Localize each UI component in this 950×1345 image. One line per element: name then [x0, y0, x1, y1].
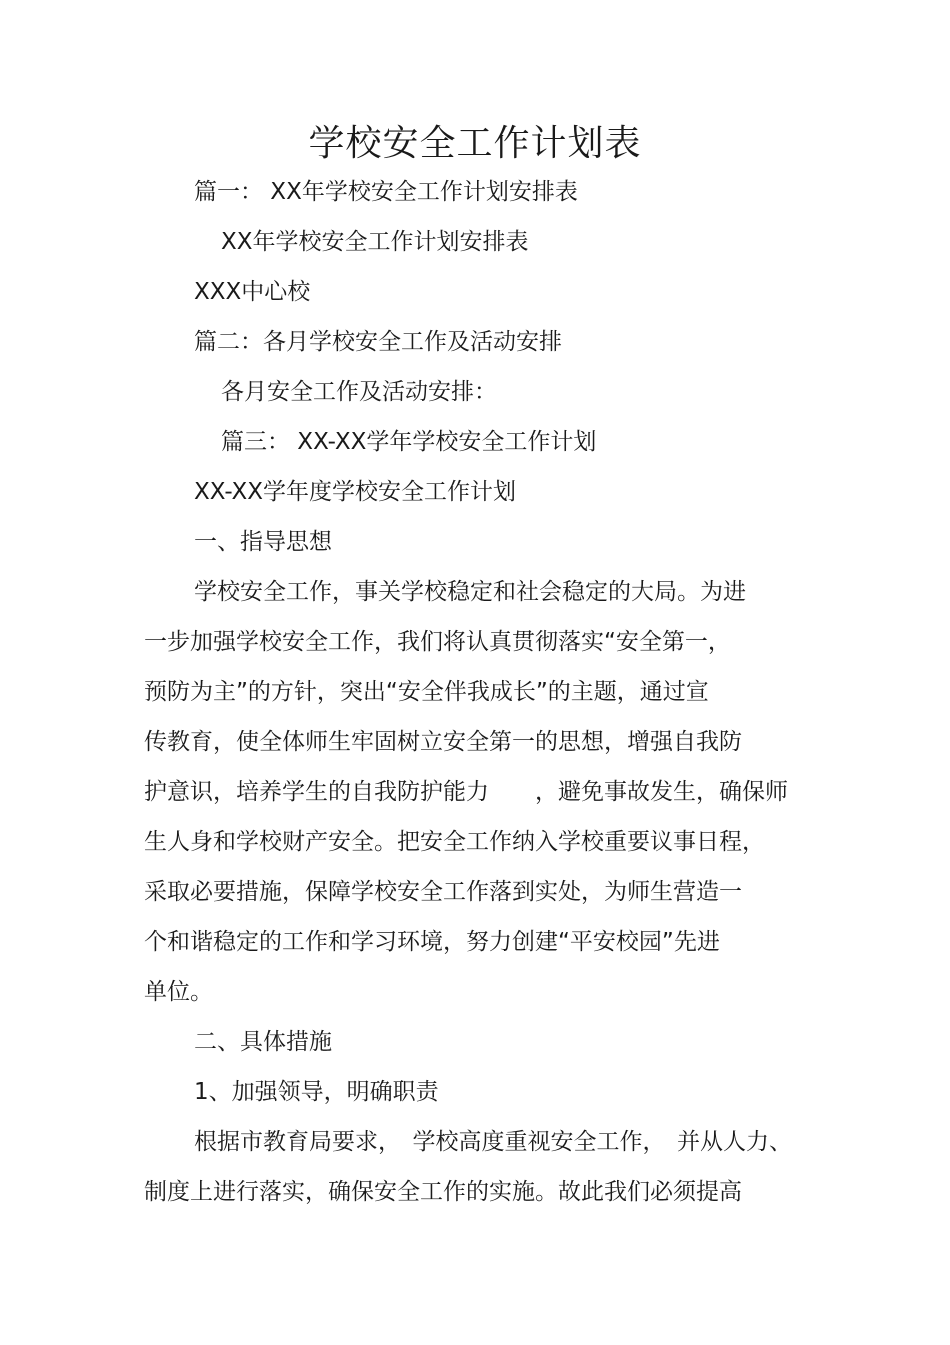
- subheading-leadership: 1、加强领导，明确职责: [194, 1079, 439, 1105]
- paragraph-line: 个和谐稳定的工作和学习环境，努力创建“平安校园”先进: [144, 929, 720, 955]
- subtitle-2: 各月安全工作及活动安排：: [221, 379, 497, 405]
- paragraph-line: 采取必要措施，保障学校安全工作落到实处，为师生营造一: [144, 879, 742, 905]
- paragraph-line: 护意识，培养学生的自我防护能力 ，避免事故发生，确保师: [144, 779, 788, 805]
- paragraph-line: 根据市教育局要求， 学校高度重视安全工作， 并从人力、: [194, 1129, 792, 1155]
- paragraph-line: 制度上进行落实，确保安全工作的实施。故此我们必须提高: [144, 1179, 742, 1205]
- section-heading-3: 篇三： XX-XX学年学校安全工作计划: [221, 429, 597, 455]
- heading-specific-measures: 二、具体措施: [194, 1029, 332, 1055]
- section-heading-2: 篇二：各月学校安全工作及活动安排: [194, 329, 562, 355]
- section-heading-1: 篇一： XX年学校安全工作计划安排表: [194, 179, 578, 205]
- heading-guiding-thought: 一、指导思想: [194, 529, 332, 555]
- paragraph-line: 单位。: [144, 979, 213, 1005]
- paragraph-line: 学校安全工作，事关学校稳定和社会稳定的大局。为进: [194, 579, 746, 605]
- paragraph-line: 生人身和学校财产安全。把安全工作纳入学校重要议事日程，: [144, 829, 765, 855]
- paragraph-line: 一步加强学校安全工作，我们将认真贯彻落实“安全第一，: [144, 629, 731, 655]
- document-title: 学校安全工作计划表: [308, 123, 642, 164]
- subtitle-1: XX年学校安全工作计划安排表: [221, 229, 529, 255]
- paragraph-line: 预防为主”的方针，突出“安全伴我成长”的主题，通过宣: [144, 679, 709, 705]
- school-name: XXX中心校: [194, 279, 311, 305]
- paragraph-line: 传教育，使全体师生牢固树立安全第一的思想，增强自我防: [144, 729, 742, 755]
- subtitle-3: XX-XX学年度学校安全工作计划: [194, 479, 517, 505]
